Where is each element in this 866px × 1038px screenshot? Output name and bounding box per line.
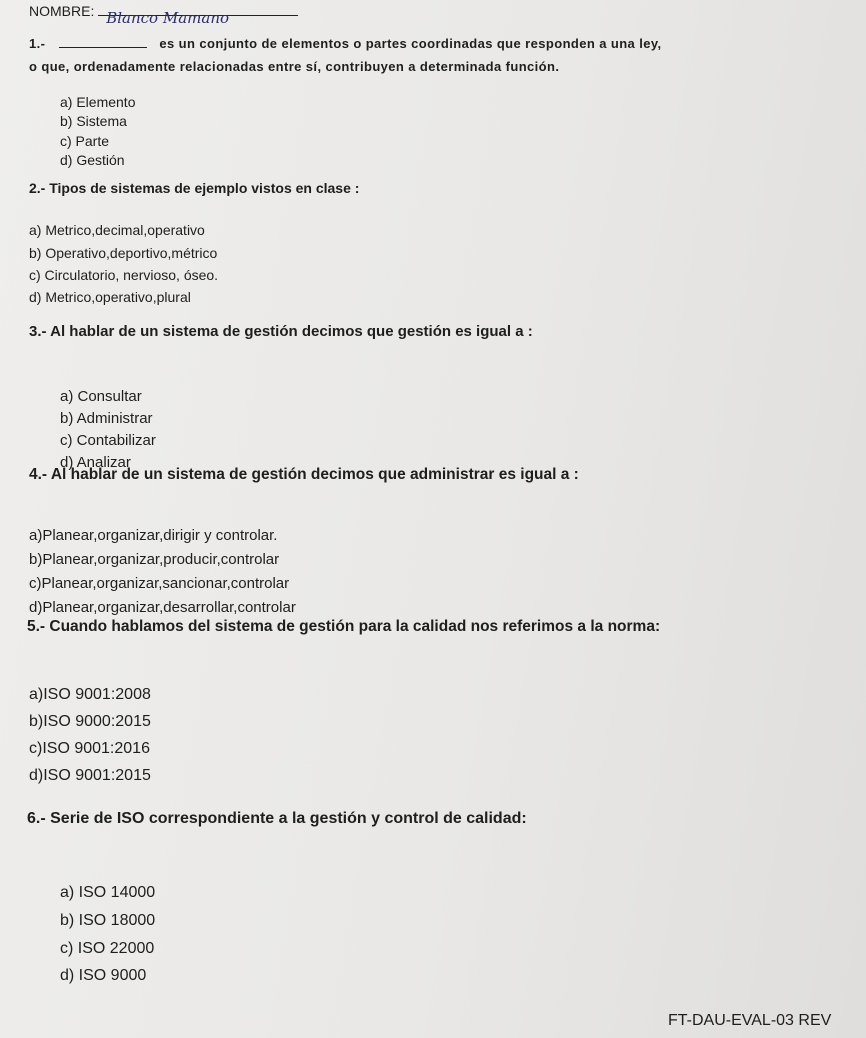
question-1-blank <box>59 47 147 48</box>
question-5-option-d: d)ISO 9001:2015 <box>29 767 151 784</box>
question-6-option-c: c) ISO 22000 <box>60 940 155 957</box>
question-1-option-d: d) Gestión <box>60 152 125 168</box>
question-6: 6.- Serie de ISO correspondiente a la gestión y control de calidad: <box>27 810 527 827</box>
name-row <box>29 3 298 27</box>
question-1-option-a: a) Elemento <box>60 94 136 110</box>
question-1-line-1: 1.- es un conjunto de elementos o partes coordinadas que responden a una ley, <box>29 36 662 51</box>
question-6-option-a: a) ISO 14000 <box>60 884 156 901</box>
question-4: 4.- Al hablar de un sistema de gestión decimos que administrar es igual a : <box>29 466 579 483</box>
name-line <box>98 9 298 27</box>
question-5-option-a: a)ISO 9001:2008 <box>29 686 151 703</box>
question-2-option-a: a) Metrico,decimal,operativo <box>29 222 205 238</box>
question-3-option-d: d) Analizar <box>60 454 131 471</box>
question-6-option-d: d) ISO 9000 <box>60 967 147 984</box>
question-2: 2.- Tipos de sistemas de ejemplo vistos en clase : <box>29 180 360 196</box>
question-2-option-b: b) Operativo,deportivo,métrico <box>29 245 218 261</box>
question-5: 5.- Cuando hablamos del sistema de gestión para la calidad nos referimos a la norma: <box>27 618 661 635</box>
question-2-option-c: c) Circulatorio, nervioso, óseo. <box>29 267 219 283</box>
form-code: FT-DAU-EVAL-03 REV <box>668 1012 832 1029</box>
question-4-option-b: b)Planear,organizar,producir,controlar <box>29 551 280 568</box>
question-1-line-2: o que, ordenadamente relacionadas entre sí, contribuyen a determinada función. <box>29 59 560 74</box>
question-4-option-d: d)Planear,organizar,desarrollar,controlar <box>29 599 296 616</box>
question-1-option-b: b) Sistema <box>60 113 127 129</box>
question-2-option-d: d) Metrico,operativo,plural <box>29 289 191 305</box>
question-4-option-c: c)Planear,organizar,sancionar,controlar <box>29 575 290 592</box>
name-value: Blanco Mamano <box>106 9 230 27</box>
question-1-option-c: c) Parte <box>60 133 110 149</box>
question-3-option-b: b) Administrar <box>60 410 153 427</box>
name-label: NOMBRE: <box>29 3 95 19</box>
question-3-option-c: c) Contabilizar <box>60 432 156 449</box>
question-6-option-b: b) ISO 18000 <box>60 912 156 929</box>
question-5-option-b: b)ISO 9000:2015 <box>29 713 151 730</box>
question-3: 3.- Al hablar de un sistema de gestión decimos que gestión es igual a : <box>29 323 533 340</box>
question-5-option-c: c)ISO 9001:2016 <box>29 740 150 757</box>
question-3-option-a: a) Consultar <box>60 388 142 405</box>
question-4-option-a: a)Planear,organizar,dirigir y controlar. <box>29 527 278 544</box>
